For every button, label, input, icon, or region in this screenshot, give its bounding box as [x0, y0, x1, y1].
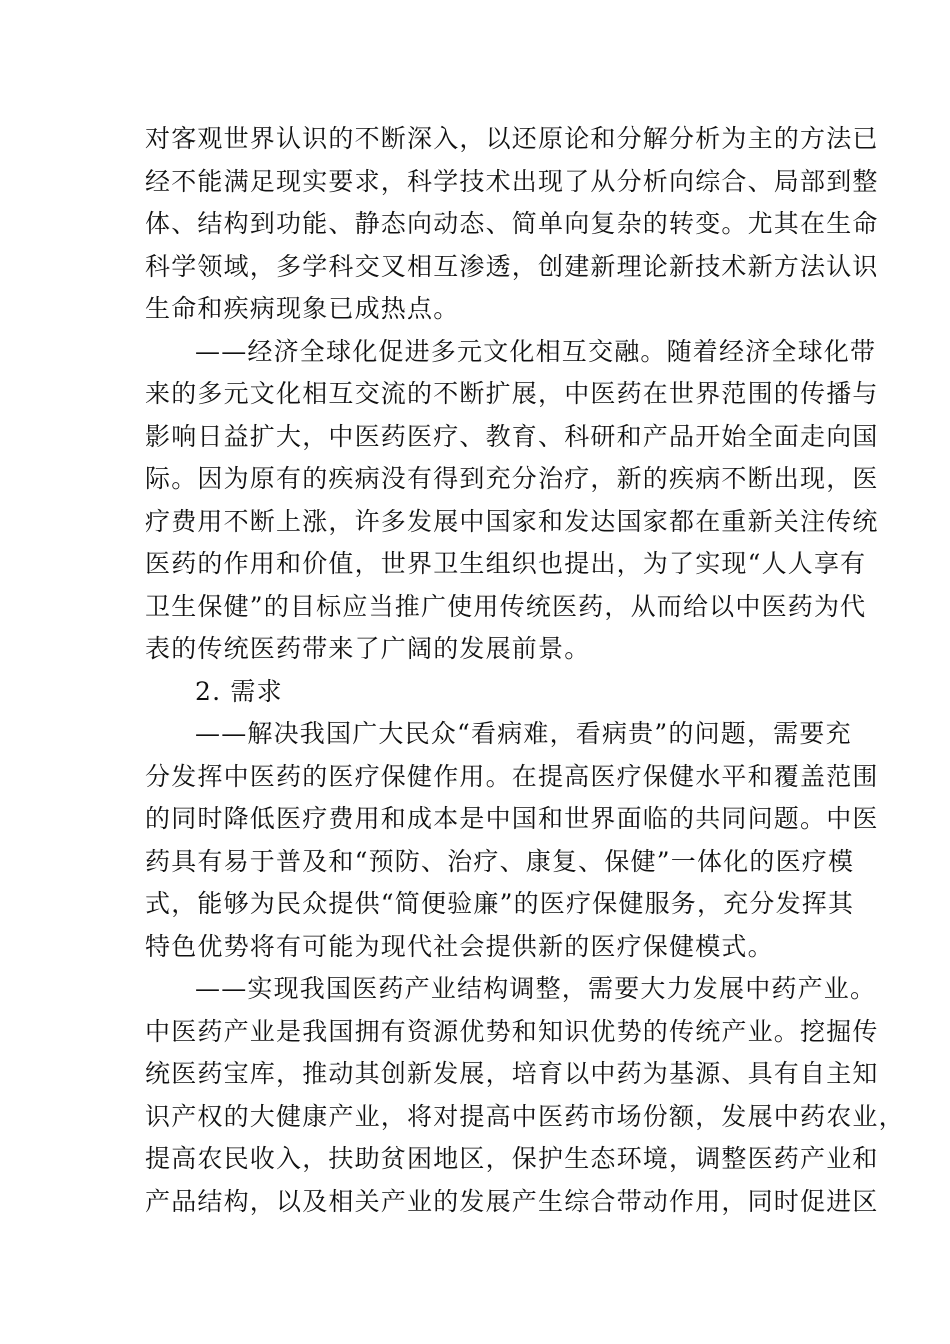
text-line: 生命和疾病现象已成热点。	[145, 294, 460, 323]
paragraph-first-line: ——解决我国广大民众“看病难，看病贵”的问题，需要充	[195, 719, 852, 748]
section-heading: 2. 需求	[195, 676, 283, 706]
paragraph-first-line: ——经济全球化促进多元文化相互交融。随着经济全球化带	[195, 336, 877, 366]
text-line: 际。因为原有的疾病没有得到充分治疗，新的疾病不断出现，医	[145, 464, 879, 493]
text-line: 药具有易于普及和“预防、治疗、康复、保健”一体化的医疗模	[145, 846, 855, 876]
text-line: 经不能满足现实要求，科学技术出现了从分析向综合、局部到整	[145, 166, 879, 196]
text-line: 科学领域，多学科交叉相互渗透，创建新理论新技术新方法认识	[145, 251, 879, 281]
text-line: 表的传统医药带来了广阔的发展前景。	[145, 634, 591, 663]
text-line: 特色优势将有可能为现代社会提供新的医疗保健模式。	[145, 931, 774, 961]
text-line: 体、结构到功能、静态向动态、简单向复杂的转变。尤其在生命	[145, 209, 879, 238]
text-line: 识产权的大健康产业，将对提高中医药市场份额，发展中药农业，	[145, 1101, 905, 1131]
text-line: 卫生保健”的目标应当推广使用传统医药，从而给以中医药为代	[145, 591, 867, 621]
text-line: 来的多元文化相互交流的不断扩展，中医药在世界范围的传播与	[145, 379, 879, 408]
paragraph-first-line: ——实现我国医药产业结构调整，需要大力发展中药产业。	[195, 974, 877, 1003]
text-line: 中医药产业是我国拥有资源优势和知识优势的传统产业。挖掘传	[145, 1016, 879, 1046]
text-line: 医药的作用和价值，世界卫生组织也提出，为了实现“人人享有	[145, 549, 867, 578]
text-line: 影响日益扩大，中医药医疗、教育、科研和产品开始全面走向国	[145, 421, 879, 451]
text-line: 式，能够为民众提供“简便验廉”的医疗保健服务，充分发挥其	[145, 889, 855, 918]
text-line: 统医药宝库，推动其创新发展，培育以中药为基源、具有自主知	[145, 1059, 879, 1088]
text-line: 提高农民收入，扶助贫困地区，保护生态环境，调整医药产业和	[145, 1144, 879, 1173]
text-line: 疗费用不断上涨，许多发展中国家和发达国家都在重新关注传统	[145, 506, 879, 536]
document-body	[145, 118, 905, 1223]
text-line: 的同时降低医疗费用和成本是中国和世界面临的共同问题。中医	[145, 804, 879, 833]
text-line: 分发挥中医药的医疗保健作用。在提高医疗保健水平和覆盖范围	[145, 761, 879, 791]
text-line: 产品结构，以及相关产业的发展产生综合带动作用，同时促进区	[145, 1186, 879, 1216]
text-line: 对客观世界认识的不断深入，以还原论和分解分析为主的方法已	[145, 124, 879, 153]
